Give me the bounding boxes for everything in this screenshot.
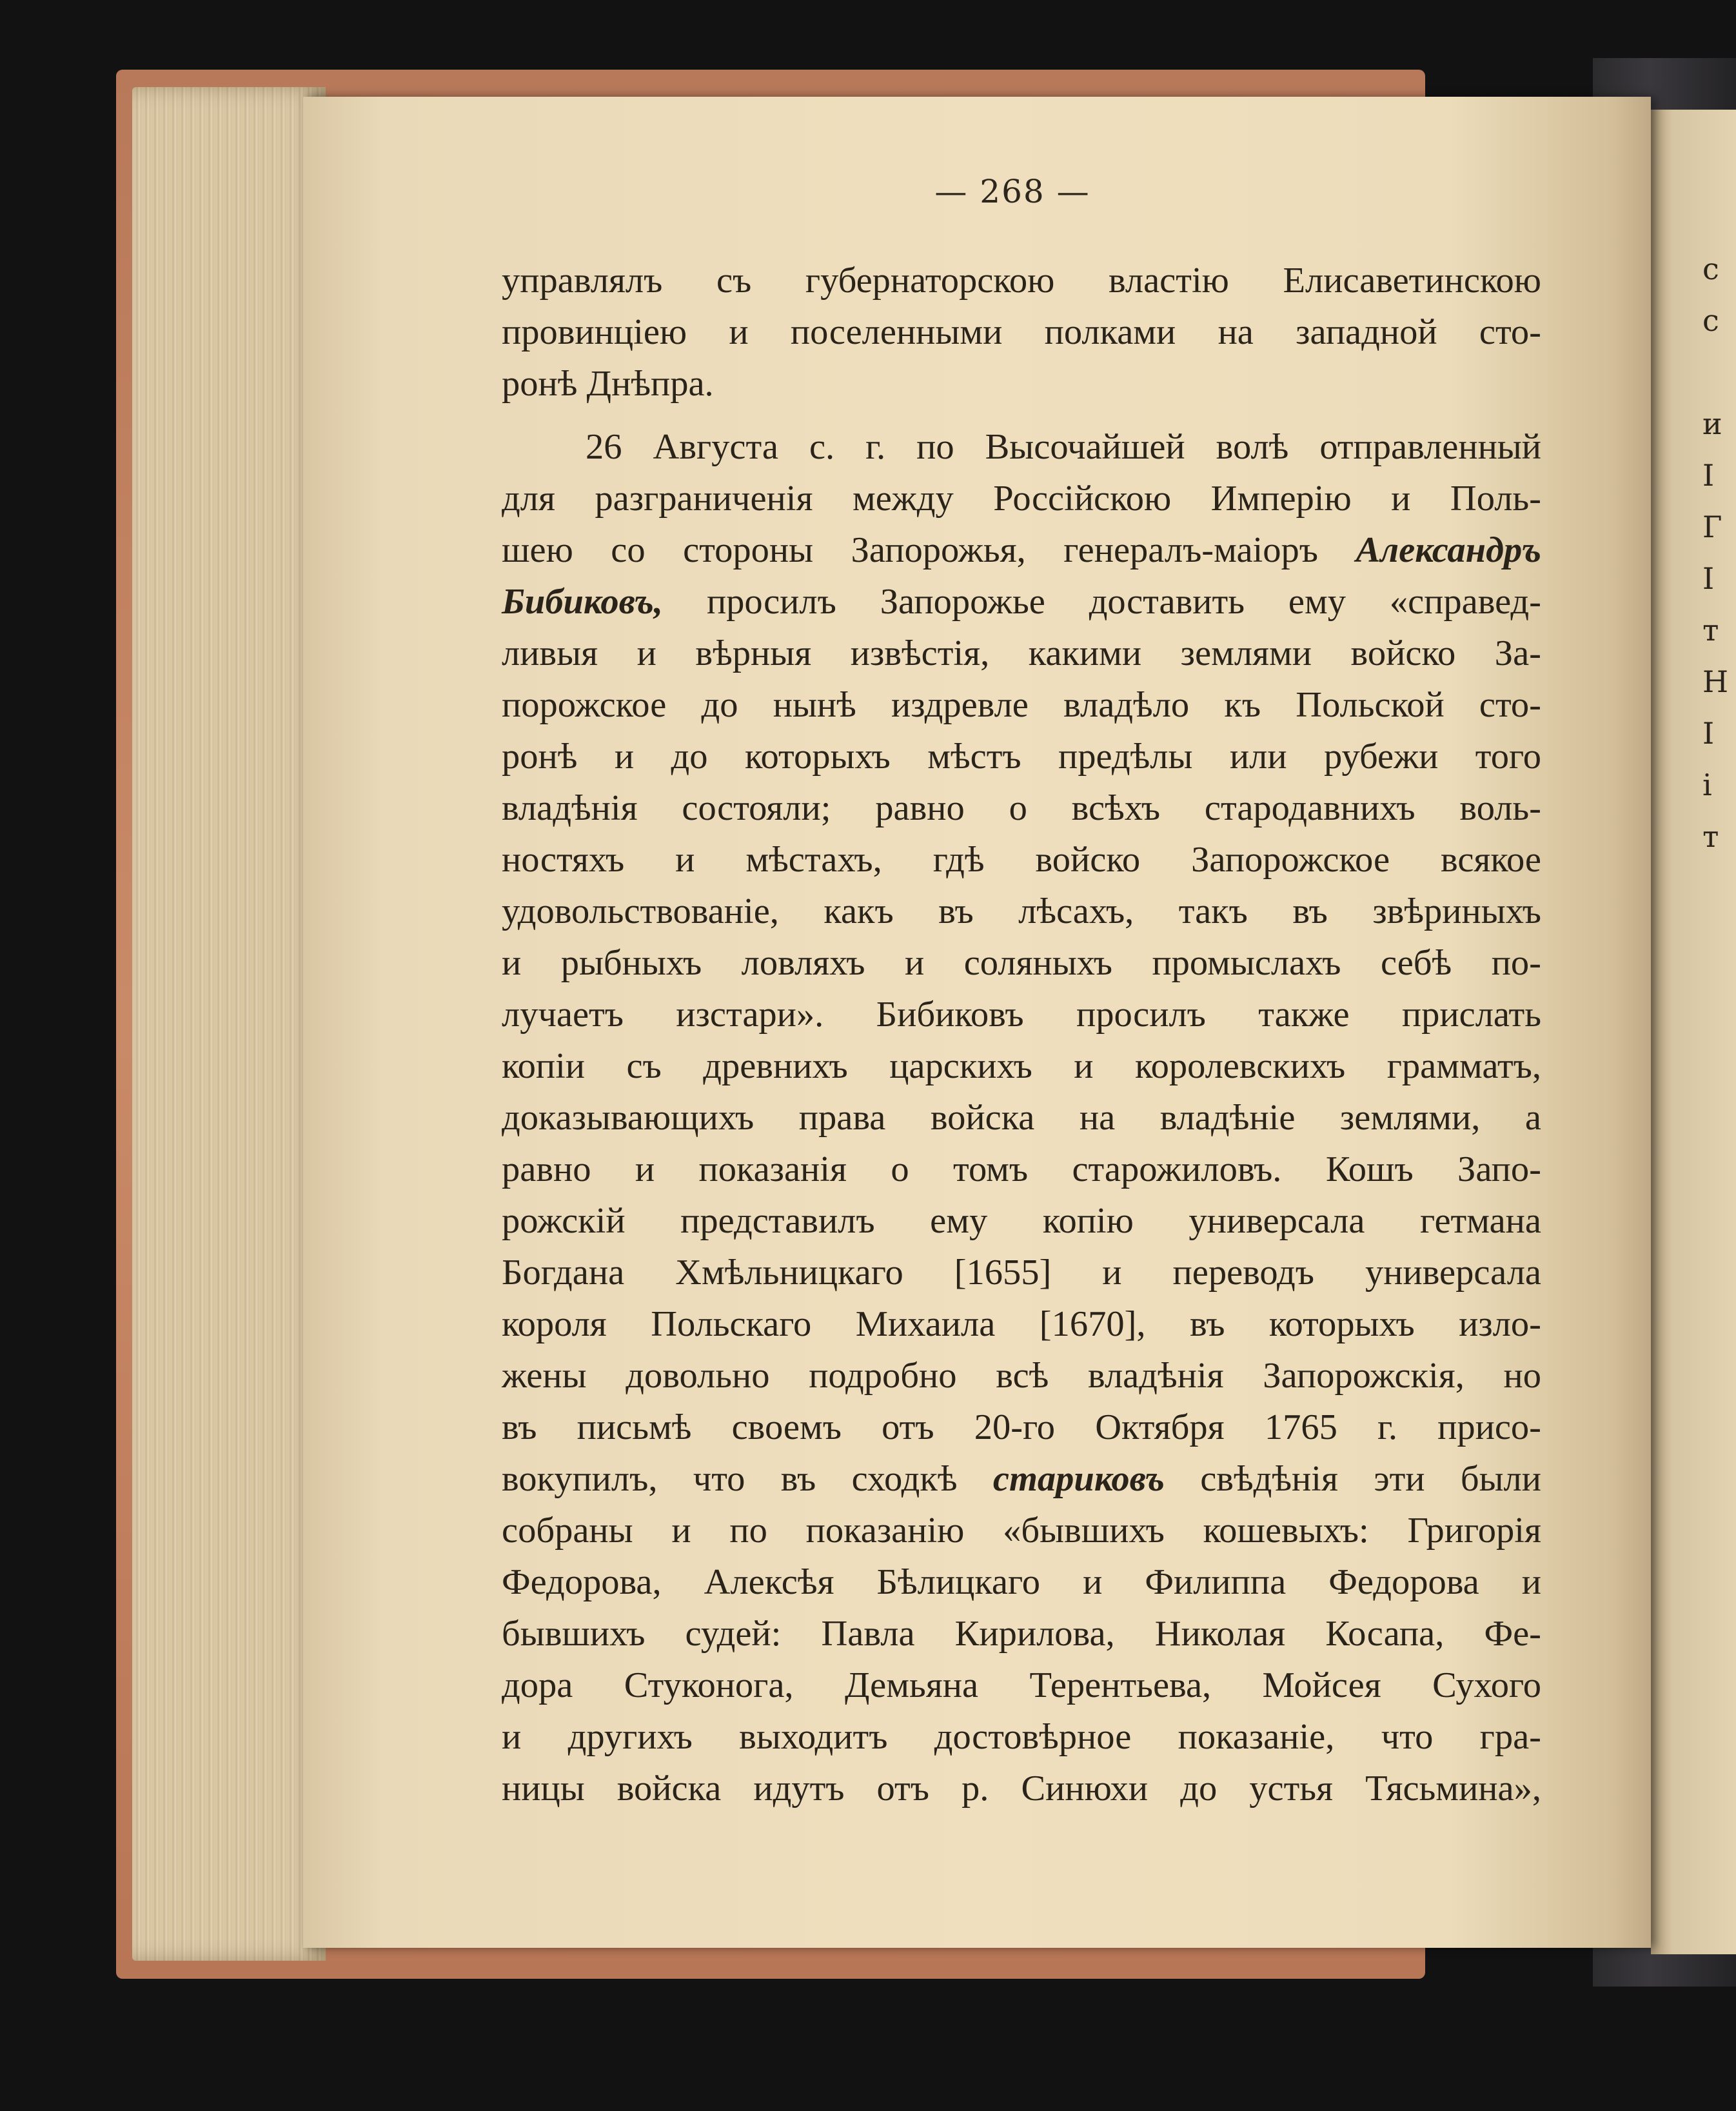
italic-name: стариковъ xyxy=(992,1459,1165,1499)
text-line: порожское до нынѣ издревле владѣло къ Польской сто- xyxy=(502,685,1541,725)
text-line: жены довольно подробно всѣ владѣнія Запорожскія, но xyxy=(502,1356,1541,1396)
next-page-edge xyxy=(1651,110,1736,1954)
italic-name: Александръ xyxy=(1356,530,1541,570)
text-line xyxy=(502,1453,1541,1505)
text-line: дора Стуконога, Демьяна Терентьева, Мойсея Сухого xyxy=(502,1665,1541,1705)
text-line: 26 Августа с. г. по Высочайшей волѣ отправленный xyxy=(586,427,1541,467)
text-line: въ письмѣ своемъ отъ 20-го Октября 1765 г. присо- xyxy=(502,1407,1541,1447)
text-line: ронѣ Днѣпра. xyxy=(502,364,714,404)
text-line: равно и показанія о томъ старожиловъ. Кошъ Запо- xyxy=(502,1149,1541,1189)
text-line: ницы войска идутъ отъ р. Синюхи до устья Тясьмина», xyxy=(502,1769,1541,1809)
next-page-letter: і xyxy=(1702,768,1712,802)
text-line: короля Польскаго Михаила [1670], въ которыхъ изло- xyxy=(502,1304,1541,1344)
text-line: ливыя и вѣрныя извѣстія, какими землями войско За- xyxy=(502,633,1541,673)
text-run: шею со стороны Запорожья, генералъ-маіоръ xyxy=(502,530,1356,570)
text-line: собраны и по показанію «бывшихъ кошевыхъ: Григорія xyxy=(502,1511,1541,1551)
text-line: Федорова, Алексѣя Бѣлицкаго и Филиппа Федорова и xyxy=(502,1562,1541,1602)
text-line: управлялъ съ губернаторскою властію Елисаветинскою xyxy=(502,261,1541,301)
text-line: лучаетъ изстари». Бибиковъ просилъ также прислать xyxy=(502,995,1541,1035)
text-line: копіи съ древнихъ царскихъ и королевскихъ грамматъ, xyxy=(502,1046,1541,1086)
next-page-letter: Н xyxy=(1702,664,1729,699)
text-line xyxy=(502,576,1541,628)
text-line: владѣнія состояли; равно о всѣхъ стародавнихъ воль- xyxy=(502,788,1541,828)
text-line: провинціею и поселенными полками на западной сто- xyxy=(502,312,1541,352)
next-page-letter: Г xyxy=(1702,510,1722,544)
page-body-text xyxy=(502,255,1541,1814)
text-line: и рыбныхъ ловляхъ и соляныхъ промыслахъ себѣ по- xyxy=(502,943,1541,983)
text-line: ронѣ и до которыхъ мѣстъ предѣлы или рубежи того xyxy=(502,737,1541,777)
text-line: и другихъ выходитъ достовѣрное показаніе, что гра- xyxy=(502,1717,1541,1757)
italic-name: Бибиковъ, xyxy=(502,582,664,622)
text-line xyxy=(502,524,1541,576)
next-page-letter: І xyxy=(1702,716,1715,751)
next-page-letter: и xyxy=(1702,406,1722,441)
page-number: — 268 — xyxy=(934,173,1090,210)
text-line: ностяхъ и мѣстахъ, гдѣ войско Запорожское всякое xyxy=(502,840,1541,880)
next-page-letter: с xyxy=(1702,303,1719,338)
page-edges xyxy=(132,87,326,1961)
next-page-letter: І xyxy=(1702,458,1715,493)
next-page-letter: І xyxy=(1702,561,1715,596)
text-run: свѣдѣнія эти были xyxy=(1164,1459,1541,1499)
paragraph-gap xyxy=(502,410,1541,421)
text-line: удовольствованіе, какъ въ лѣсахъ, такъ въ звѣриныхъ xyxy=(502,891,1541,931)
text-run: просилъ Запорожье доставить ему «справед- xyxy=(663,582,1541,622)
next-page-letter: т xyxy=(1702,819,1719,854)
text-run: вокупилъ, что въ сходкѣ xyxy=(502,1459,993,1499)
next-page-letter: с xyxy=(1702,252,1719,286)
text-line: для разграниченія между Россійскою Имперію и Поль- xyxy=(502,479,1541,519)
text-line: рожскій представилъ ему копію универсала гетмана xyxy=(502,1201,1541,1241)
text-line: бывшихъ судей: Павла Кирилова, Николая Косапа, Фе- xyxy=(502,1614,1541,1654)
text-line: доказывающихъ права войска на владѣніе землями, а xyxy=(502,1098,1541,1138)
next-page-letter: т xyxy=(1702,613,1719,648)
text-line: Богдана Хмѣльницкаго [1655] и переводъ универсала xyxy=(502,1253,1541,1293)
